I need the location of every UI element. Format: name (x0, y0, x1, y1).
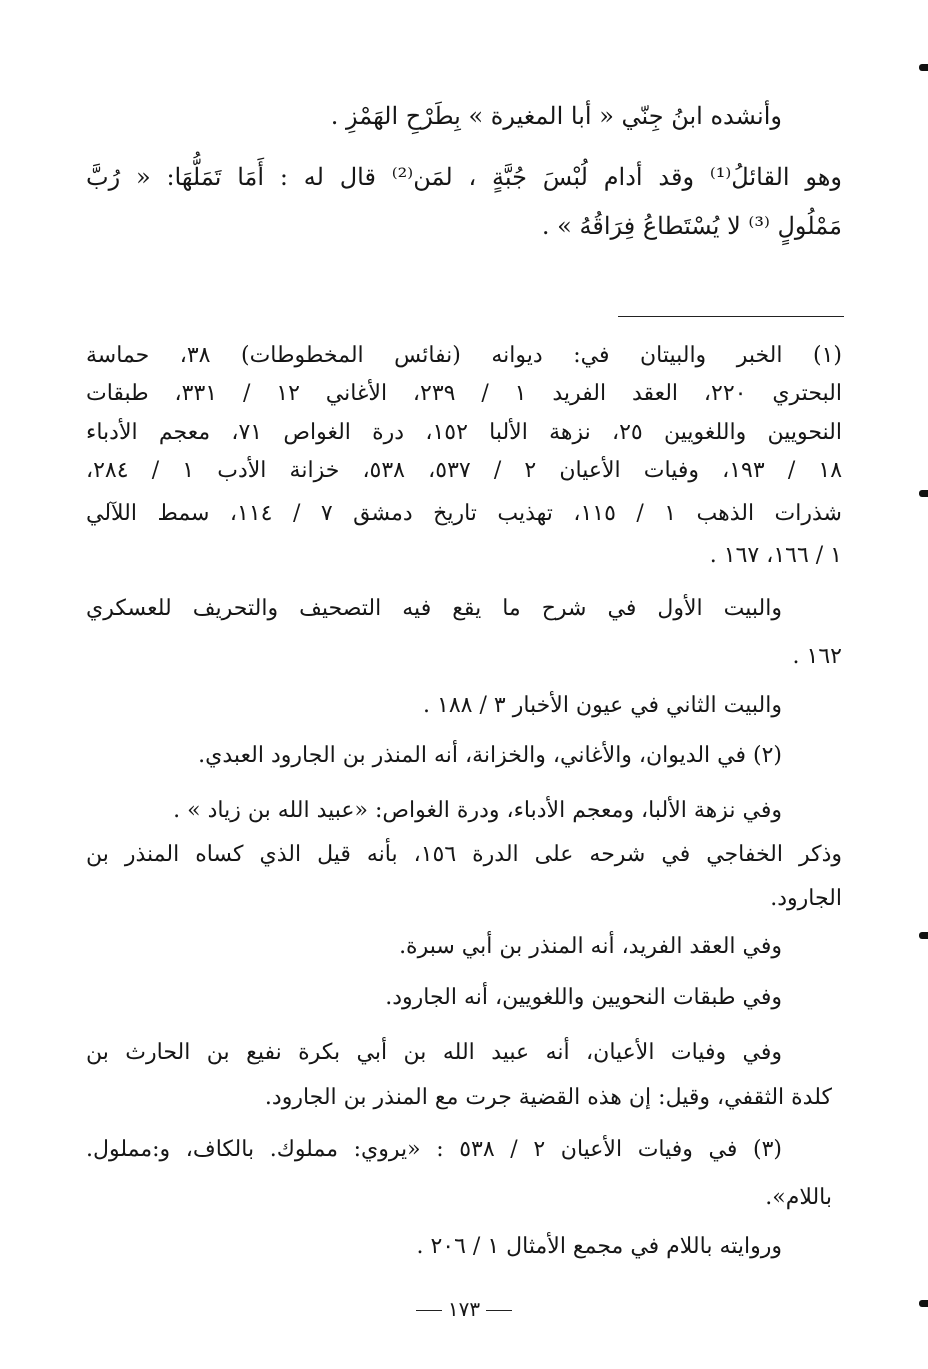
page-number (0, 1297, 928, 1321)
scan-edge-mark (919, 932, 928, 939)
footnote-line: البحتري ٢٢٠، العقد الفريد ١ / ٢٣٩، الأغاني ١٢ / ٣٣١، طبقات (86, 381, 842, 406)
footnote-line: والبيت الثاني في عيون الأخبار ٣ / ١٨٨ . (423, 693, 782, 718)
footnote-separator (618, 316, 844, 317)
footnote-line: باللام». (765, 1185, 832, 1210)
footnote-line: وفي نزهة الألبا، ومعجم الأدباء، ودرة الغواص: «عبيد الله بن زياد » . (173, 798, 782, 823)
footnote-line: الجارود. (770, 886, 842, 911)
footnote-line: وفي وفيات الأعيان، أنه عبيد الله بن أبي بكرة نفيع بن الحارث بن (86, 1040, 782, 1065)
footnote-line: وفي طبقات النحويين واللغويين، أنه الجارود. (385, 985, 782, 1010)
footnote-line: النحويين واللغويين ٢٥، نزهة الألبا ١٥٢، درة الغواص ٧١، معجم الأدباء (86, 420, 842, 445)
footnote-line: والبيت الأول في شرح ما يقع فيه التصحيف والتحريف للعسكري (86, 596, 782, 621)
footnote-line: ١٦٢ . (792, 644, 842, 669)
footnote-line: وفي العقد الفريد، أنه المنذر بن أبي سبرة. (399, 934, 782, 959)
footnote-line: وروايته باللام في مجمع الأمثال ١ / ٢٠٦ . (416, 1234, 782, 1259)
body-line: وأنشده ابنُ جِنّي « أبا المغيرة » بِطَرْحِ الهَمْزِ . (330, 102, 782, 130)
footnote-line: ١ / ١٦٦، ١٦٧ . (709, 543, 842, 568)
scan-edge-mark (919, 490, 928, 497)
page-number-value: ١٧٣ (447, 1297, 481, 1321)
footnote-line: وذكر الخفاجي في شرحه على الدرة ١٥٦، بأنه قيل الذي كساه المنذر بن (86, 842, 842, 867)
footnote-line: (٢) في الديوان، والأغاني، والخزانة، أنه المنذر بن الجارود العبدي. (198, 743, 782, 768)
page-number-dash (486, 1310, 512, 1311)
footnote-line: (٣) في وفيات الأعيان ٢ / ٥٣٨ : «يروي: مملوك. بالكاف، و:مملول. (86, 1137, 782, 1162)
scan-edge-mark (919, 64, 928, 71)
footnote-line: شذرات الذهب ١ / ١١٥، تهذيب تاريخ دمشق ٧ / ١١٤، سمط اللآلي (86, 501, 842, 526)
footnote-line: ١٨ / ١٩٣، وفيات الأعيان ٢ / ٥٣٧، ٥٣٨، خزانة الأدب ١ / ٢٨٤، (86, 458, 843, 483)
page-number-dash (416, 1310, 442, 1311)
body-line: مَمْلُولٍ ⁽³⁾ لا يُسْتَطاعُ فِرَاقُهُ » . (541, 212, 842, 240)
scan-edge-mark (919, 1300, 928, 1307)
footnote-line: كلدة الثقفي، وقيل: إن هذه القضية جرت مع المنذر بن الجارود. (264, 1085, 832, 1110)
body-line: وهو القائلُ⁽¹⁾ وقد أدام لُبْسَ جُبَّةٍ ، لمَن⁽²⁾ قال له : أَمَا تَمَلُّهَا: « رُبَّ (86, 163, 843, 191)
footnote-line: (١) الخبر والبيتان في: ديوانه (نفائس المخطوطات) ٣٨، حماسة (86, 343, 842, 368)
